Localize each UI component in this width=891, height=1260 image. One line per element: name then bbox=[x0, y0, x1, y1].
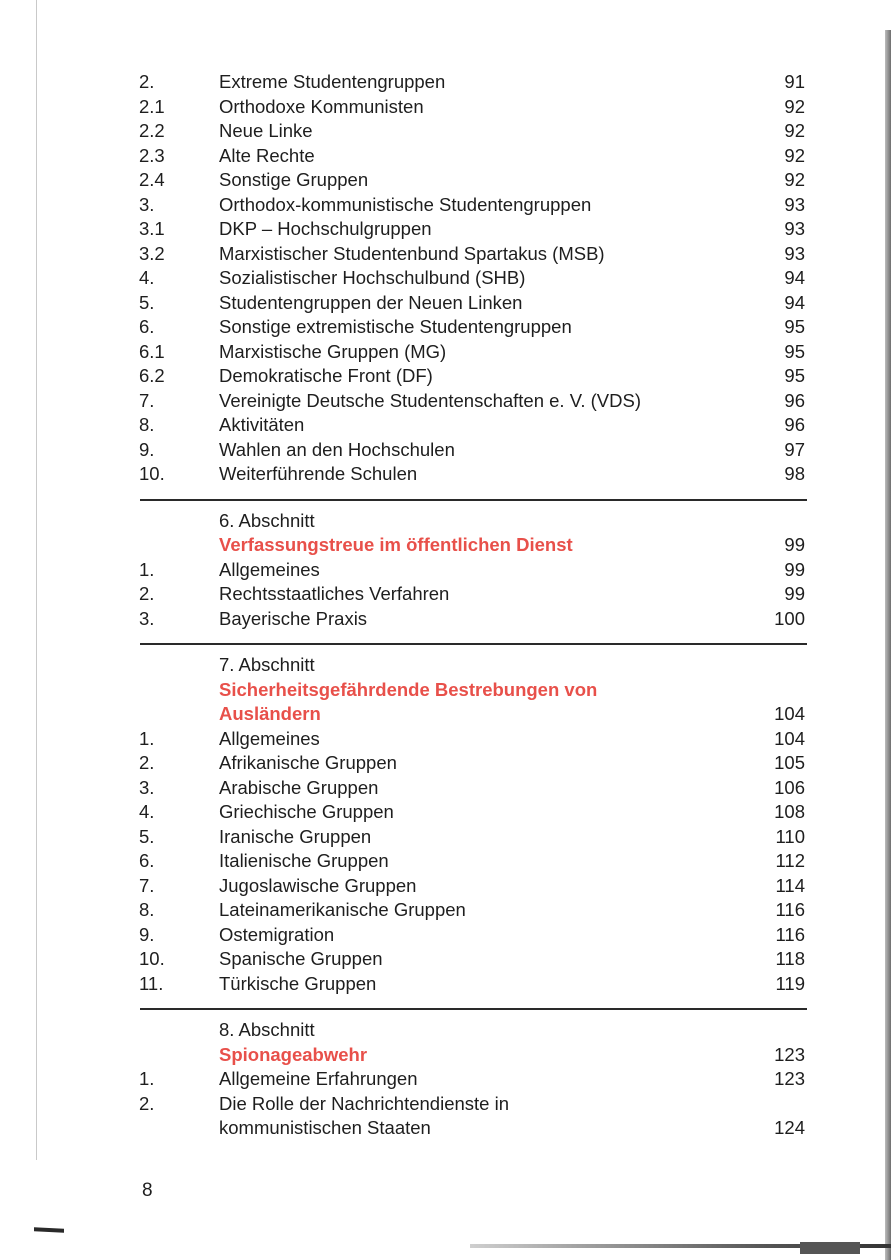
entry-title: Sonstige Gruppen bbox=[219, 169, 369, 190]
toc-entry bbox=[0, 119, 891, 143]
toc-entry bbox=[0, 168, 891, 192]
section-heading bbox=[0, 1043, 891, 1067]
entry-page: 123 bbox=[774, 1068, 805, 1089]
entry-title: Griechische Gruppen bbox=[219, 801, 394, 822]
toc-entry bbox=[0, 1092, 891, 1116]
toc-entry bbox=[0, 1116, 891, 1140]
toc-entry bbox=[0, 874, 891, 898]
entry-title: Neue Linke bbox=[219, 120, 313, 141]
entry-number: 6.2 bbox=[139, 365, 165, 386]
entry-title: Allgemeines bbox=[219, 727, 320, 749]
entry-page: 92 bbox=[784, 169, 805, 190]
section-heading bbox=[0, 702, 891, 726]
entry-number: 2. bbox=[139, 1092, 155, 1114]
toc-entry bbox=[0, 947, 891, 971]
entry-title: Arabische Gruppen bbox=[219, 776, 379, 798]
entry-title: DKP – Hochschulgruppen bbox=[219, 218, 432, 239]
entry-title: Marxistischer Studentenbund Spartakus (MSB) bbox=[219, 242, 605, 264]
entry-page: 95 bbox=[784, 365, 805, 386]
toc-entry bbox=[0, 727, 891, 751]
toc-entry bbox=[0, 558, 891, 582]
entry-title: Spionageabwehr bbox=[219, 1043, 368, 1065]
toc-entry bbox=[0, 849, 891, 873]
entry-number: 2.3 bbox=[139, 144, 165, 166]
toc-entry bbox=[0, 800, 891, 824]
section-divider bbox=[140, 643, 807, 645]
toc-entry bbox=[0, 291, 891, 315]
entry-title: Extreme Studentengruppen bbox=[219, 71, 446, 92]
entry-number: 6. bbox=[139, 316, 155, 337]
entry-title: kommunistischen Staaten bbox=[219, 1117, 431, 1138]
entry-page: 92 bbox=[784, 144, 805, 166]
entry-title: Lateinamerikanische Gruppen bbox=[219, 899, 466, 920]
entry-title: Wahlen an den Hochschulen bbox=[219, 438, 455, 460]
entry-page: 93 bbox=[784, 193, 805, 215]
toc-entry bbox=[0, 389, 891, 413]
toc-entry bbox=[0, 825, 891, 849]
entry-title: Alte Rechte bbox=[219, 144, 315, 166]
entry-number: 3. bbox=[139, 607, 155, 629]
entry-number: 5. bbox=[139, 291, 155, 313]
page-number: 8 bbox=[142, 1180, 153, 1201]
entry-page: 100 bbox=[774, 607, 805, 629]
entry-number: 5. bbox=[139, 825, 155, 847]
entry-number: 2.2 bbox=[139, 120, 165, 141]
entry-title: Sonstige extremistische Studentengruppen bbox=[219, 316, 572, 337]
entry-number: 2. bbox=[139, 71, 155, 92]
entry-page: 93 bbox=[784, 218, 805, 239]
entry-title: Rechtsstaatliches Verfahren bbox=[219, 583, 450, 604]
toc-entry bbox=[0, 776, 891, 800]
toc-entry bbox=[0, 582, 891, 606]
entry-number: 9. bbox=[139, 923, 155, 945]
entry-title: Ausländern bbox=[219, 703, 321, 724]
entry-number: 7. bbox=[139, 874, 155, 896]
toc-entry bbox=[0, 266, 891, 290]
toc-entry bbox=[0, 242, 891, 266]
entry-number: 2. bbox=[139, 752, 155, 773]
entry-number: 3.1 bbox=[139, 218, 165, 239]
entry-page: 98 bbox=[784, 463, 805, 484]
entry-page: 105 bbox=[774, 752, 805, 773]
entry-number: 8. bbox=[139, 899, 155, 920]
section-divider bbox=[140, 499, 807, 501]
toc-entry bbox=[0, 1067, 891, 1091]
entry-page: 116 bbox=[775, 923, 805, 945]
entry-title: Allgemeines bbox=[219, 558, 320, 580]
entry-number: 6. bbox=[139, 850, 155, 871]
entry-title: Bayerische Praxis bbox=[219, 607, 368, 629]
entry-page: 93 bbox=[784, 242, 805, 264]
entry-title: 6. Abschnitt bbox=[219, 509, 315, 531]
entry-title: Orthodoxe Kommunisten bbox=[219, 95, 424, 117]
entry-title: 7. Abschnitt bbox=[219, 654, 315, 675]
toc-entry bbox=[0, 751, 891, 775]
entry-title: Afrikanische Gruppen bbox=[219, 752, 397, 773]
entry-title: Die Rolle der Nachrichtendienste in bbox=[219, 1092, 509, 1114]
entry-number: 2. bbox=[139, 583, 155, 604]
entry-page: 116 bbox=[775, 899, 805, 920]
toc-entry bbox=[0, 898, 891, 922]
scan-bottom-block bbox=[800, 1242, 860, 1254]
entry-title: Marxistische Gruppen (MG) bbox=[219, 340, 447, 362]
entry-page: 118 bbox=[775, 948, 805, 969]
entry-title: Weiterführende Schulen bbox=[219, 463, 418, 484]
entry-title: Spanische Gruppen bbox=[219, 948, 383, 969]
entry-number: 9. bbox=[139, 438, 155, 460]
entry-title: Sozialistischer Hochschulbund (SHB) bbox=[219, 267, 526, 288]
toc-entry bbox=[0, 438, 891, 462]
toc-entry bbox=[0, 462, 891, 486]
entry-page: 104 bbox=[774, 703, 805, 724]
entry-title: Verfassungstreue im öffentlichen Dienst bbox=[219, 534, 573, 555]
entry-title: Türkische Gruppen bbox=[219, 972, 377, 994]
entry-number: 10. bbox=[139, 463, 165, 484]
toc-entry bbox=[0, 607, 891, 631]
entry-number: 1. bbox=[139, 558, 155, 580]
entry-number: 1. bbox=[139, 1068, 155, 1089]
entry-page: 123 bbox=[774, 1043, 805, 1065]
section-label bbox=[0, 1018, 891, 1042]
entry-number: 10. bbox=[139, 948, 165, 969]
entry-title: Vereinigte Deutsche Studentenschaften e. V. (VDS) bbox=[219, 389, 641, 411]
entry-page: 124 bbox=[774, 1117, 805, 1138]
toc-entry bbox=[0, 70, 891, 94]
toc-entry bbox=[0, 972, 891, 996]
section-label bbox=[0, 509, 891, 533]
entry-title: Studentengruppen der Neuen Linken bbox=[219, 291, 523, 313]
entry-number: 7. bbox=[139, 389, 155, 411]
entry-page: 95 bbox=[784, 340, 805, 362]
entry-page: 91 bbox=[784, 71, 805, 92]
entry-number: 11. bbox=[139, 972, 164, 994]
toc-entry bbox=[0, 923, 891, 947]
entry-number: 3. bbox=[139, 776, 155, 798]
section-label bbox=[0, 653, 891, 677]
entry-page: 92 bbox=[784, 120, 805, 141]
entry-number: 4. bbox=[139, 801, 155, 822]
entry-page: 104 bbox=[774, 727, 805, 749]
section-heading bbox=[0, 533, 891, 557]
toc-entry bbox=[0, 144, 891, 168]
entry-page: 92 bbox=[784, 95, 805, 117]
entry-page: 108 bbox=[774, 801, 805, 822]
entry-title: 8. Abschnitt bbox=[219, 1019, 315, 1040]
entry-page: 99 bbox=[784, 558, 805, 580]
toc-entry bbox=[0, 340, 891, 364]
section-heading bbox=[0, 678, 891, 702]
entry-title: Orthodox-kommunistische Studentengruppen bbox=[219, 193, 592, 215]
entry-title: Jugoslawische Gruppen bbox=[219, 874, 417, 896]
entry-page: 94 bbox=[784, 291, 805, 313]
entry-page: 110 bbox=[775, 825, 805, 847]
entry-page: 99 bbox=[784, 583, 805, 604]
toc-entry bbox=[0, 413, 891, 437]
entry-number: 3. bbox=[139, 193, 155, 215]
entry-number: 6.1 bbox=[139, 340, 165, 362]
entry-number: 1. bbox=[139, 727, 155, 749]
entry-page: 106 bbox=[774, 776, 805, 798]
toc-entry bbox=[0, 193, 891, 217]
toc-entry bbox=[0, 217, 891, 241]
entry-page: 99 bbox=[784, 534, 805, 555]
entry-page: 96 bbox=[784, 389, 805, 411]
toc-entry bbox=[0, 315, 891, 339]
section-divider bbox=[140, 1008, 807, 1010]
entry-title: Ostemigration bbox=[219, 923, 335, 945]
entry-page: 114 bbox=[775, 874, 805, 896]
scan-corner-mark bbox=[34, 1227, 64, 1233]
entry-page: 97 bbox=[784, 438, 805, 460]
entry-title: Sicherheitsgefährdende Bestrebungen von bbox=[219, 678, 598, 700]
toc-entry bbox=[0, 95, 891, 119]
entry-title: Aktivitäten bbox=[219, 414, 305, 435]
entry-page: 112 bbox=[775, 850, 805, 871]
entry-page: 96 bbox=[784, 414, 805, 435]
entry-number: 2.1 bbox=[139, 95, 165, 117]
entry-title: Iranische Gruppen bbox=[219, 825, 372, 847]
entry-number: 3.2 bbox=[139, 242, 165, 264]
entry-number: 8. bbox=[139, 414, 155, 435]
entry-number: 4. bbox=[139, 267, 155, 288]
entry-title: Allgemeine Erfahrungen bbox=[219, 1068, 418, 1089]
entry-page: 94 bbox=[784, 267, 805, 288]
entry-number: 2.4 bbox=[139, 169, 165, 190]
entry-title: Demokratische Front (DF) bbox=[219, 365, 433, 386]
entry-title: Italienische Gruppen bbox=[219, 850, 389, 871]
entry-page: 119 bbox=[775, 972, 805, 994]
toc-entry bbox=[0, 364, 891, 388]
entry-page: 95 bbox=[784, 316, 805, 337]
